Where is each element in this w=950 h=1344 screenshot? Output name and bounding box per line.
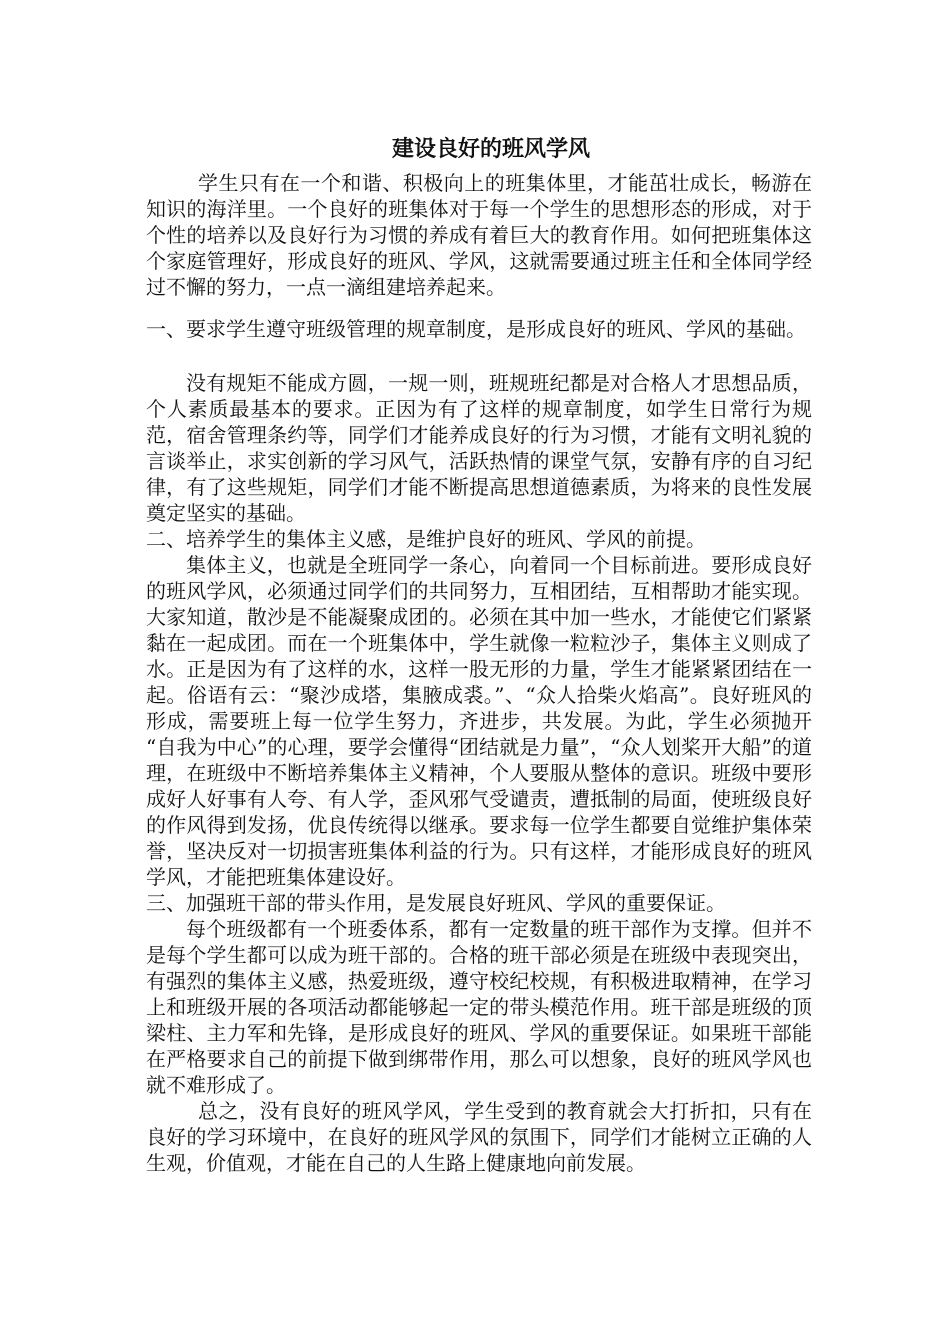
section-heading-2: 二、培养学生的集体主义感，是维护良好的班风、学风的前提。	[146, 527, 706, 551]
section-body-3: 每个班级都有一个班委体系，都有一定数量的班干部作为支撑。但并不是每个学生都可以成为班干部的。合格的班干部必须是在班级中表现突出，有强烈的集体主义感，热爱班级，遵守校纪校规，有积极进取精神，在学习上和班级开展的各项活动都能够起一定的带头模范作用。班干部是班级的顶梁柱、主力军和先锋，是形成良好的班风、学风的重要保证。如果班干部能在严格要求自己的前提下做到绑带作用，那么可以想象，良好的班风学风也就不难形成了。	[146, 917, 812, 1097]
intro-paragraph: 学生只有在一个和谐、积极向上的班集体里，才能茁壮成长，畅游在知识的海洋里。一个良好的班集体对于每一个学生的思想形态的形成，对于个性的培养以及良好行为习惯的养成有着巨大的教育作用。如何把班集体这个家庭管理好，形成良好的班风、学风，这就需要通过班主任和全体同学经过不懈的努力，一点一滴组建培养起来。	[146, 171, 812, 299]
section-heading-3: 三、加强班干部的带头作用，是发展良好班风、学风的重要保证。	[146, 891, 726, 915]
document-title: 建设良好的班风学风	[392, 137, 591, 162]
section-body-2: 集体主义，也就是全班同学一条心，向着同一个目标前进。要形成良好的班风学风，必须通过同学们的共同努力，互相团结，互相帮助才能实现。大家知道，散沙是不能凝聚成团的。必须在其中加一些水，才能使它们紧紧黏在一起成团。而在一个班集体中，学生就像一粒粒沙子，集体主义则成了水。正是因为有了这样的水，这样一股无形的力量，学生才能紧紧团结在一起。俗语有云：“聚沙成塔，集腋成裘。”、“众人拾柴火焰高”。良好班风的形成，需要班上每一位学生努力，齐进步，共发展。为此，学生必须抛开 “自我为中心”的心理，要学会懂得“团结就是力量”，“众人划桨开大船”的道理，在班级中不断培养集体主义精神，个人要服从整体的意识。班级中要形成好人好事有人夸、有人学，歪风邪气受谴责，遭抵制的局面，使班级良好的作风得到发扬，优良传统得以继承。要求每一位学生都要自觉维护集体荣誉，坚决反对一切损害班集体利益的行为。只有这样，才能形成良好的班风学风，才能把班集体建设好。	[146, 553, 812, 889]
conclusion-paragraph: 总之，没有良好的班风学风，学生受到的教育就会大打折扣，只有在良好的学习环境中，在良好的班风学风的氛围下，同学们才能树立正确的人生观，价值观，才能在自己的人生路上健康地向前发展。	[146, 1099, 812, 1175]
document-page	[146, 132, 812, 1176]
section-body-1: 没有规矩不能成方圆，一规一则，班规班纪都是对合格人才思想品质，个人素质最基本的要求。正因为有了这样的规章制度，如学生日常行为规范，宿舍管理条约等，同学们才能养成良好的行为习惯，才能有文明礼貌的言谈举止，求实创新的学习风气，活跃热情的课堂气氛，安静有序的自习纪律，有了这些规矩，同学们才能不断提高思想道德素质，为将来的良性发展奠定坚实的基础。	[146, 371, 812, 525]
section-heading-1: 一、要求学生遵守班级管理的规章制度，是形成良好的班风、学风的基础。	[146, 317, 806, 341]
